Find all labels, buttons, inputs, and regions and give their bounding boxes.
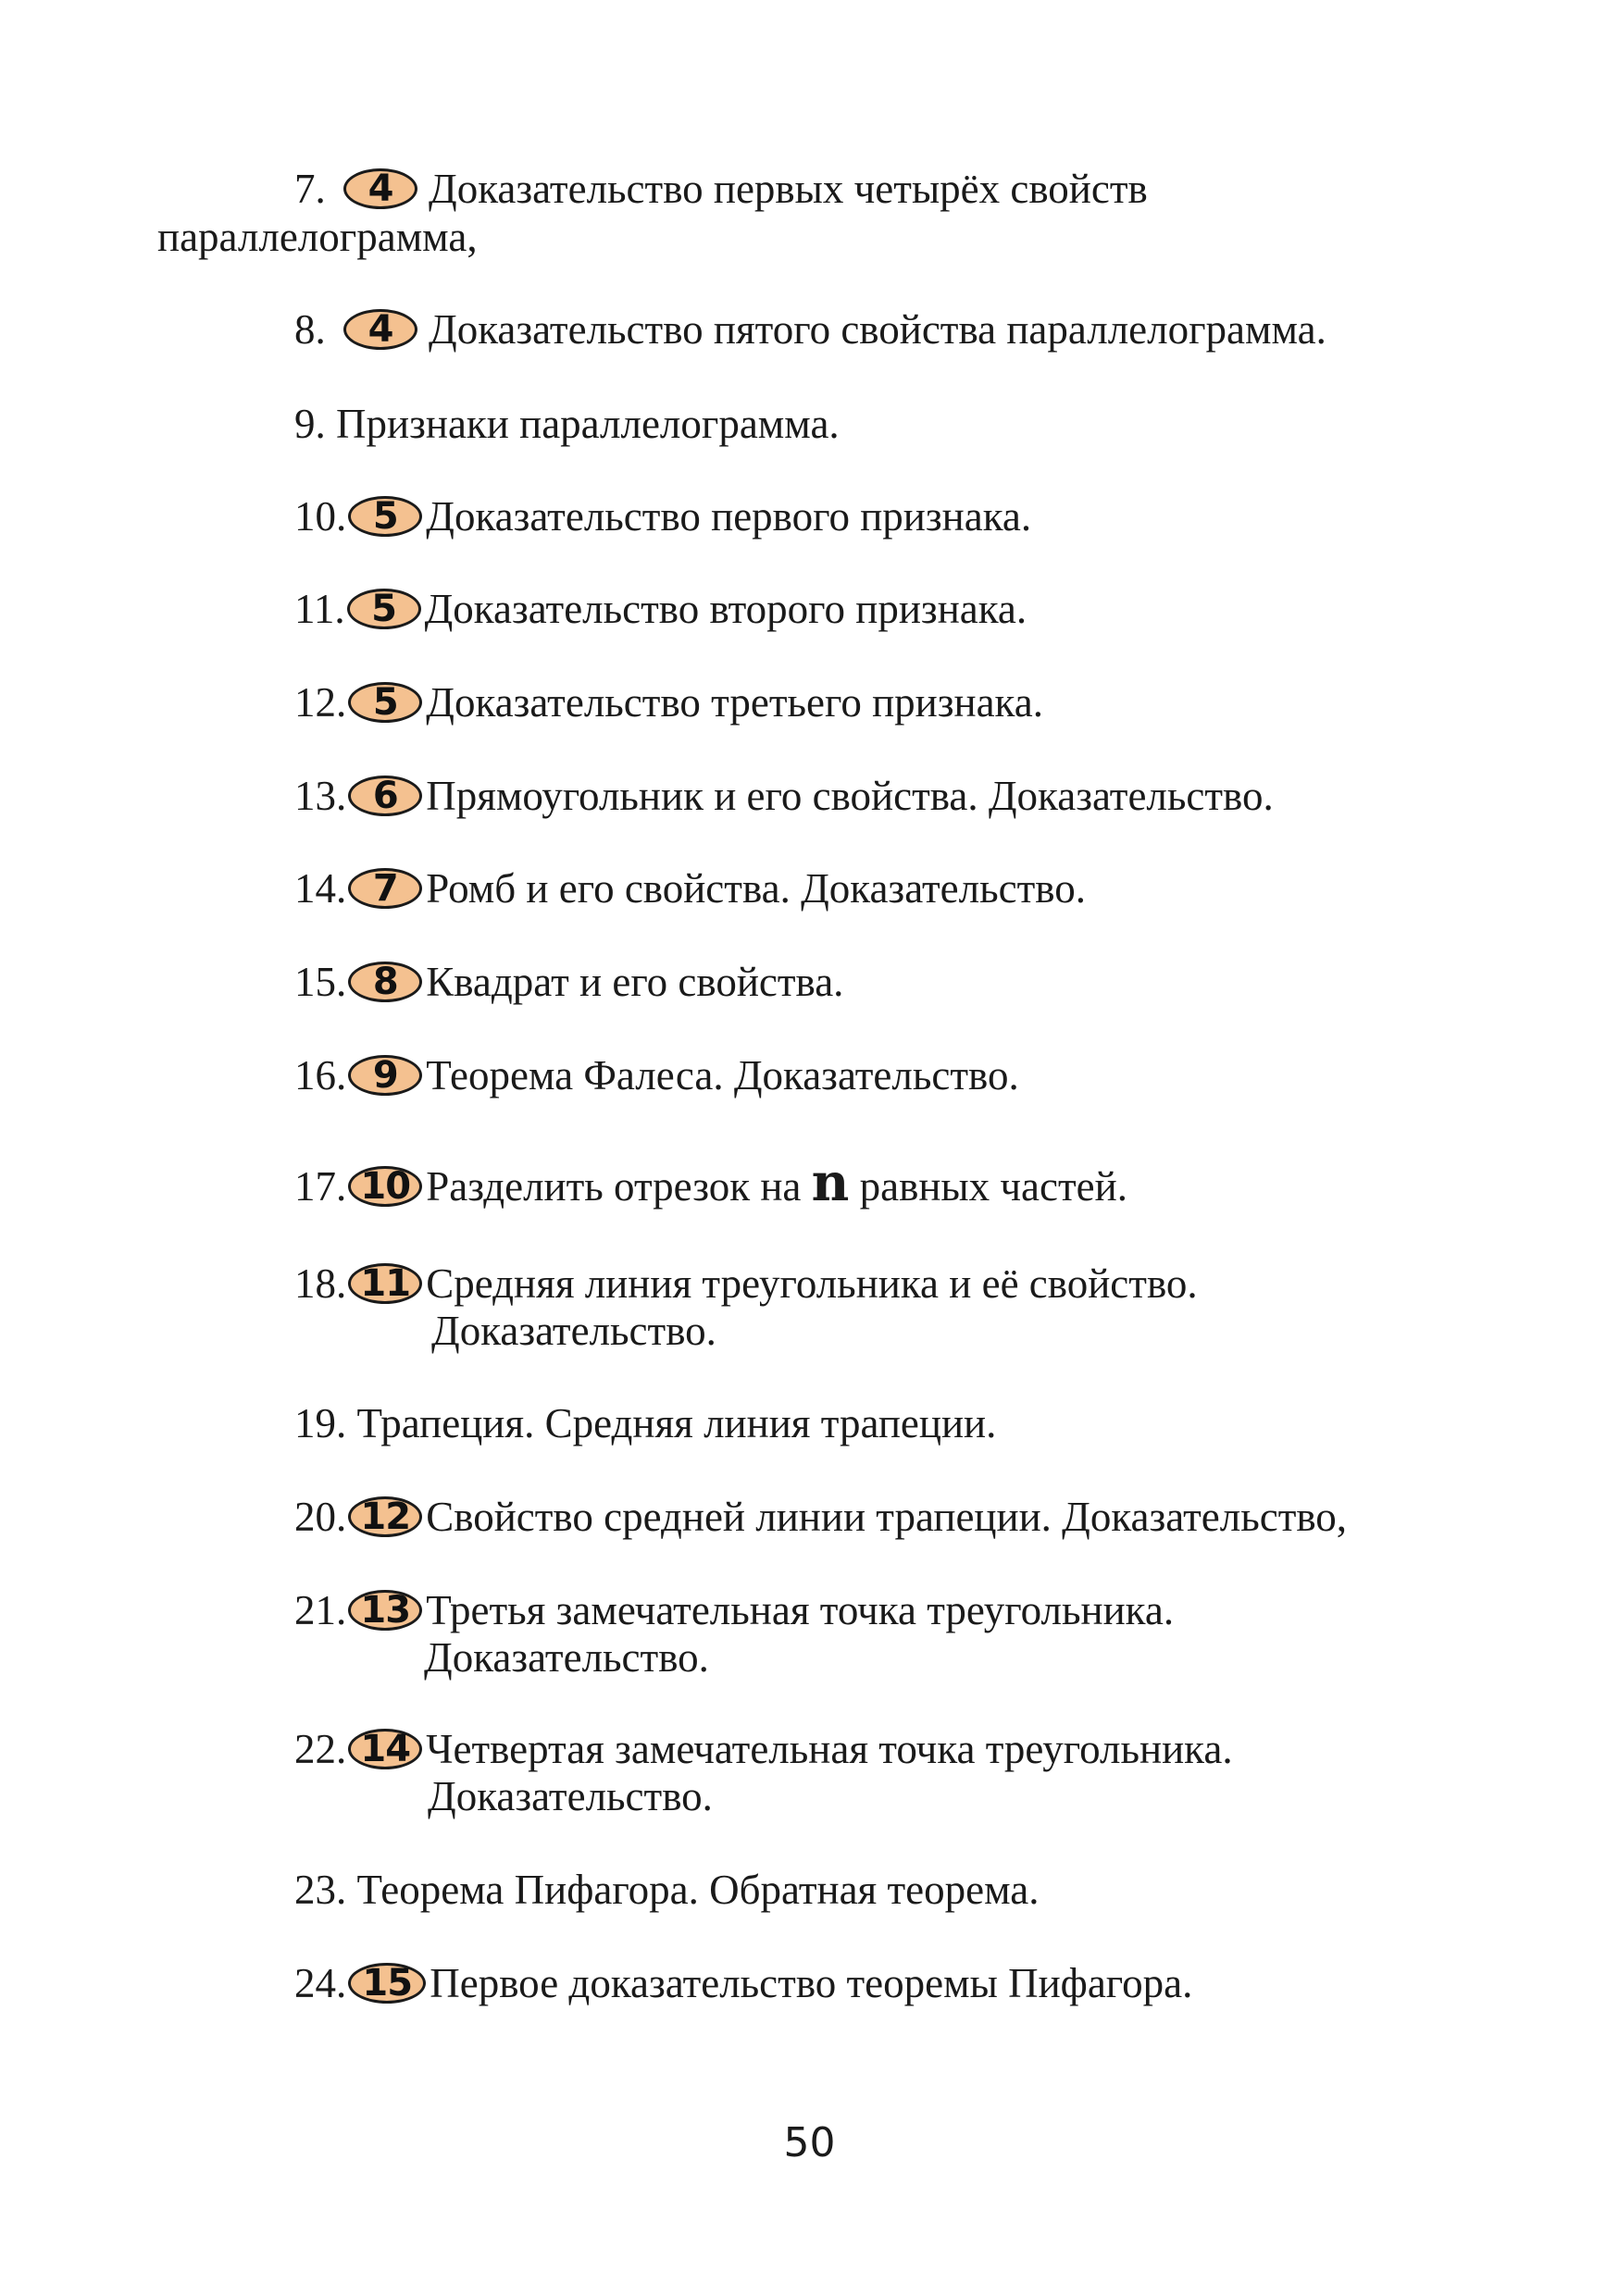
list-item xyxy=(294,1051,1479,1100)
item-text: Прямоугольник и его свойства. Доказательство. xyxy=(426,773,1274,819)
item-text: Теорема Пифагора. Обратная теорема. xyxy=(356,1867,1040,1913)
mark-badge: 14 xyxy=(348,1729,422,1769)
item-number: 8. xyxy=(294,306,326,353)
mark-badge: 10 xyxy=(348,1166,422,1207)
item-number: 20. xyxy=(294,1494,347,1540)
mark-badge: 8 xyxy=(348,962,422,1002)
list-item-continuation xyxy=(157,213,1342,261)
list-item xyxy=(294,1260,1479,1309)
list-item xyxy=(294,1493,1479,1542)
mark-badge: 5 xyxy=(347,589,421,629)
list-item xyxy=(294,585,1479,634)
list-item-continuation xyxy=(428,1772,1613,1820)
item-text: Средняя линия треугольника и её свойство. xyxy=(426,1260,1198,1307)
list-item xyxy=(294,1725,1479,1774)
list-item xyxy=(294,864,1479,913)
item-text: Признаки параллелограмма. xyxy=(336,401,840,447)
list-item xyxy=(294,1399,1479,1447)
item-number: 19. xyxy=(294,1400,347,1446)
item-text: Трапеция. Средняя линия трапеции. xyxy=(356,1400,997,1446)
mark-badge: 15 xyxy=(348,1963,426,2004)
item-text: Доказательство третьего признака. xyxy=(426,679,1043,726)
item-text-cont: параллелограмма, xyxy=(157,214,478,260)
item-text: Доказательство первого признака. xyxy=(426,493,1032,540)
item-number: 12. xyxy=(294,679,347,726)
item-number: 17. xyxy=(294,1163,347,1210)
item-text: Первое доказательство теоремы Пифагора. xyxy=(430,1960,1193,2006)
mark-badge: 7 xyxy=(348,868,422,909)
mark-badge: 5 xyxy=(348,496,422,537)
item-number: 22. xyxy=(294,1726,347,1772)
list-item xyxy=(294,400,1479,448)
list-item xyxy=(294,958,1479,1007)
item-number: 11. xyxy=(294,586,345,632)
mark-badge: 11 xyxy=(348,1263,422,1304)
item-number: 13. xyxy=(294,773,347,819)
list-item-continuation xyxy=(424,1633,1609,1682)
list-item xyxy=(294,1959,1479,2008)
mark-badge: 4 xyxy=(343,168,417,209)
list-item xyxy=(294,1152,1479,1213)
item-number: 16. xyxy=(294,1052,347,1098)
item-number: 15. xyxy=(294,959,347,1005)
item-text-after: равных частей. xyxy=(859,1163,1127,1210)
variable-n: n xyxy=(811,1152,850,1213)
item-number: 9. xyxy=(294,401,326,447)
item-number: 18. xyxy=(294,1260,347,1307)
item-number: 7. xyxy=(294,166,326,212)
mark-badge: 4 xyxy=(343,309,417,350)
mark-badge: 12 xyxy=(348,1496,422,1537)
item-number: 10. xyxy=(294,493,347,540)
item-text: Доказательство первых четырёх свойств xyxy=(429,166,1148,212)
list-item xyxy=(294,1866,1479,1914)
mark-badge: 13 xyxy=(348,1590,422,1631)
mark-badge: 5 xyxy=(348,682,422,723)
item-number: 21. xyxy=(294,1587,347,1633)
list-item xyxy=(294,1586,1479,1635)
item-text: Квадрат и его свойства. xyxy=(426,959,844,1005)
mark-badge: 9 xyxy=(348,1055,422,1096)
page-number: 50 xyxy=(783,2119,836,2166)
item-text: Доказательство пятого свойства параллелограмма. xyxy=(429,306,1326,353)
mark-badge: 6 xyxy=(348,776,422,816)
item-text: Третья замечательная точка треугольника. xyxy=(426,1587,1175,1633)
list-item xyxy=(294,165,1479,214)
item-text: Разделить отрезок на xyxy=(426,1163,802,1210)
item-number: 14. xyxy=(294,865,347,912)
list-item xyxy=(294,492,1479,541)
list-item xyxy=(294,678,1479,727)
list-item xyxy=(294,305,1479,354)
item-text-cont: Доказательство. xyxy=(424,1634,709,1681)
item-text: Ромб и его свойства. Доказательство. xyxy=(426,865,1086,912)
item-text: Теорема Фалеса. Доказательство. xyxy=(426,1052,1019,1098)
list-item-continuation xyxy=(431,1307,1616,1355)
item-text: Четвертая замечательная точка треугольника. xyxy=(426,1726,1233,1772)
item-number: 24. xyxy=(294,1960,347,2006)
item-text-cont: Доказательство. xyxy=(431,1308,716,1354)
item-text: Доказательство второго признака. xyxy=(424,586,1027,632)
item-number: 23. xyxy=(294,1867,347,1913)
list-item xyxy=(294,772,1479,821)
item-text-cont: Доказательство. xyxy=(428,1773,713,1819)
item-text: Свойство средней линии трапеции. Доказательство, xyxy=(426,1494,1348,1540)
